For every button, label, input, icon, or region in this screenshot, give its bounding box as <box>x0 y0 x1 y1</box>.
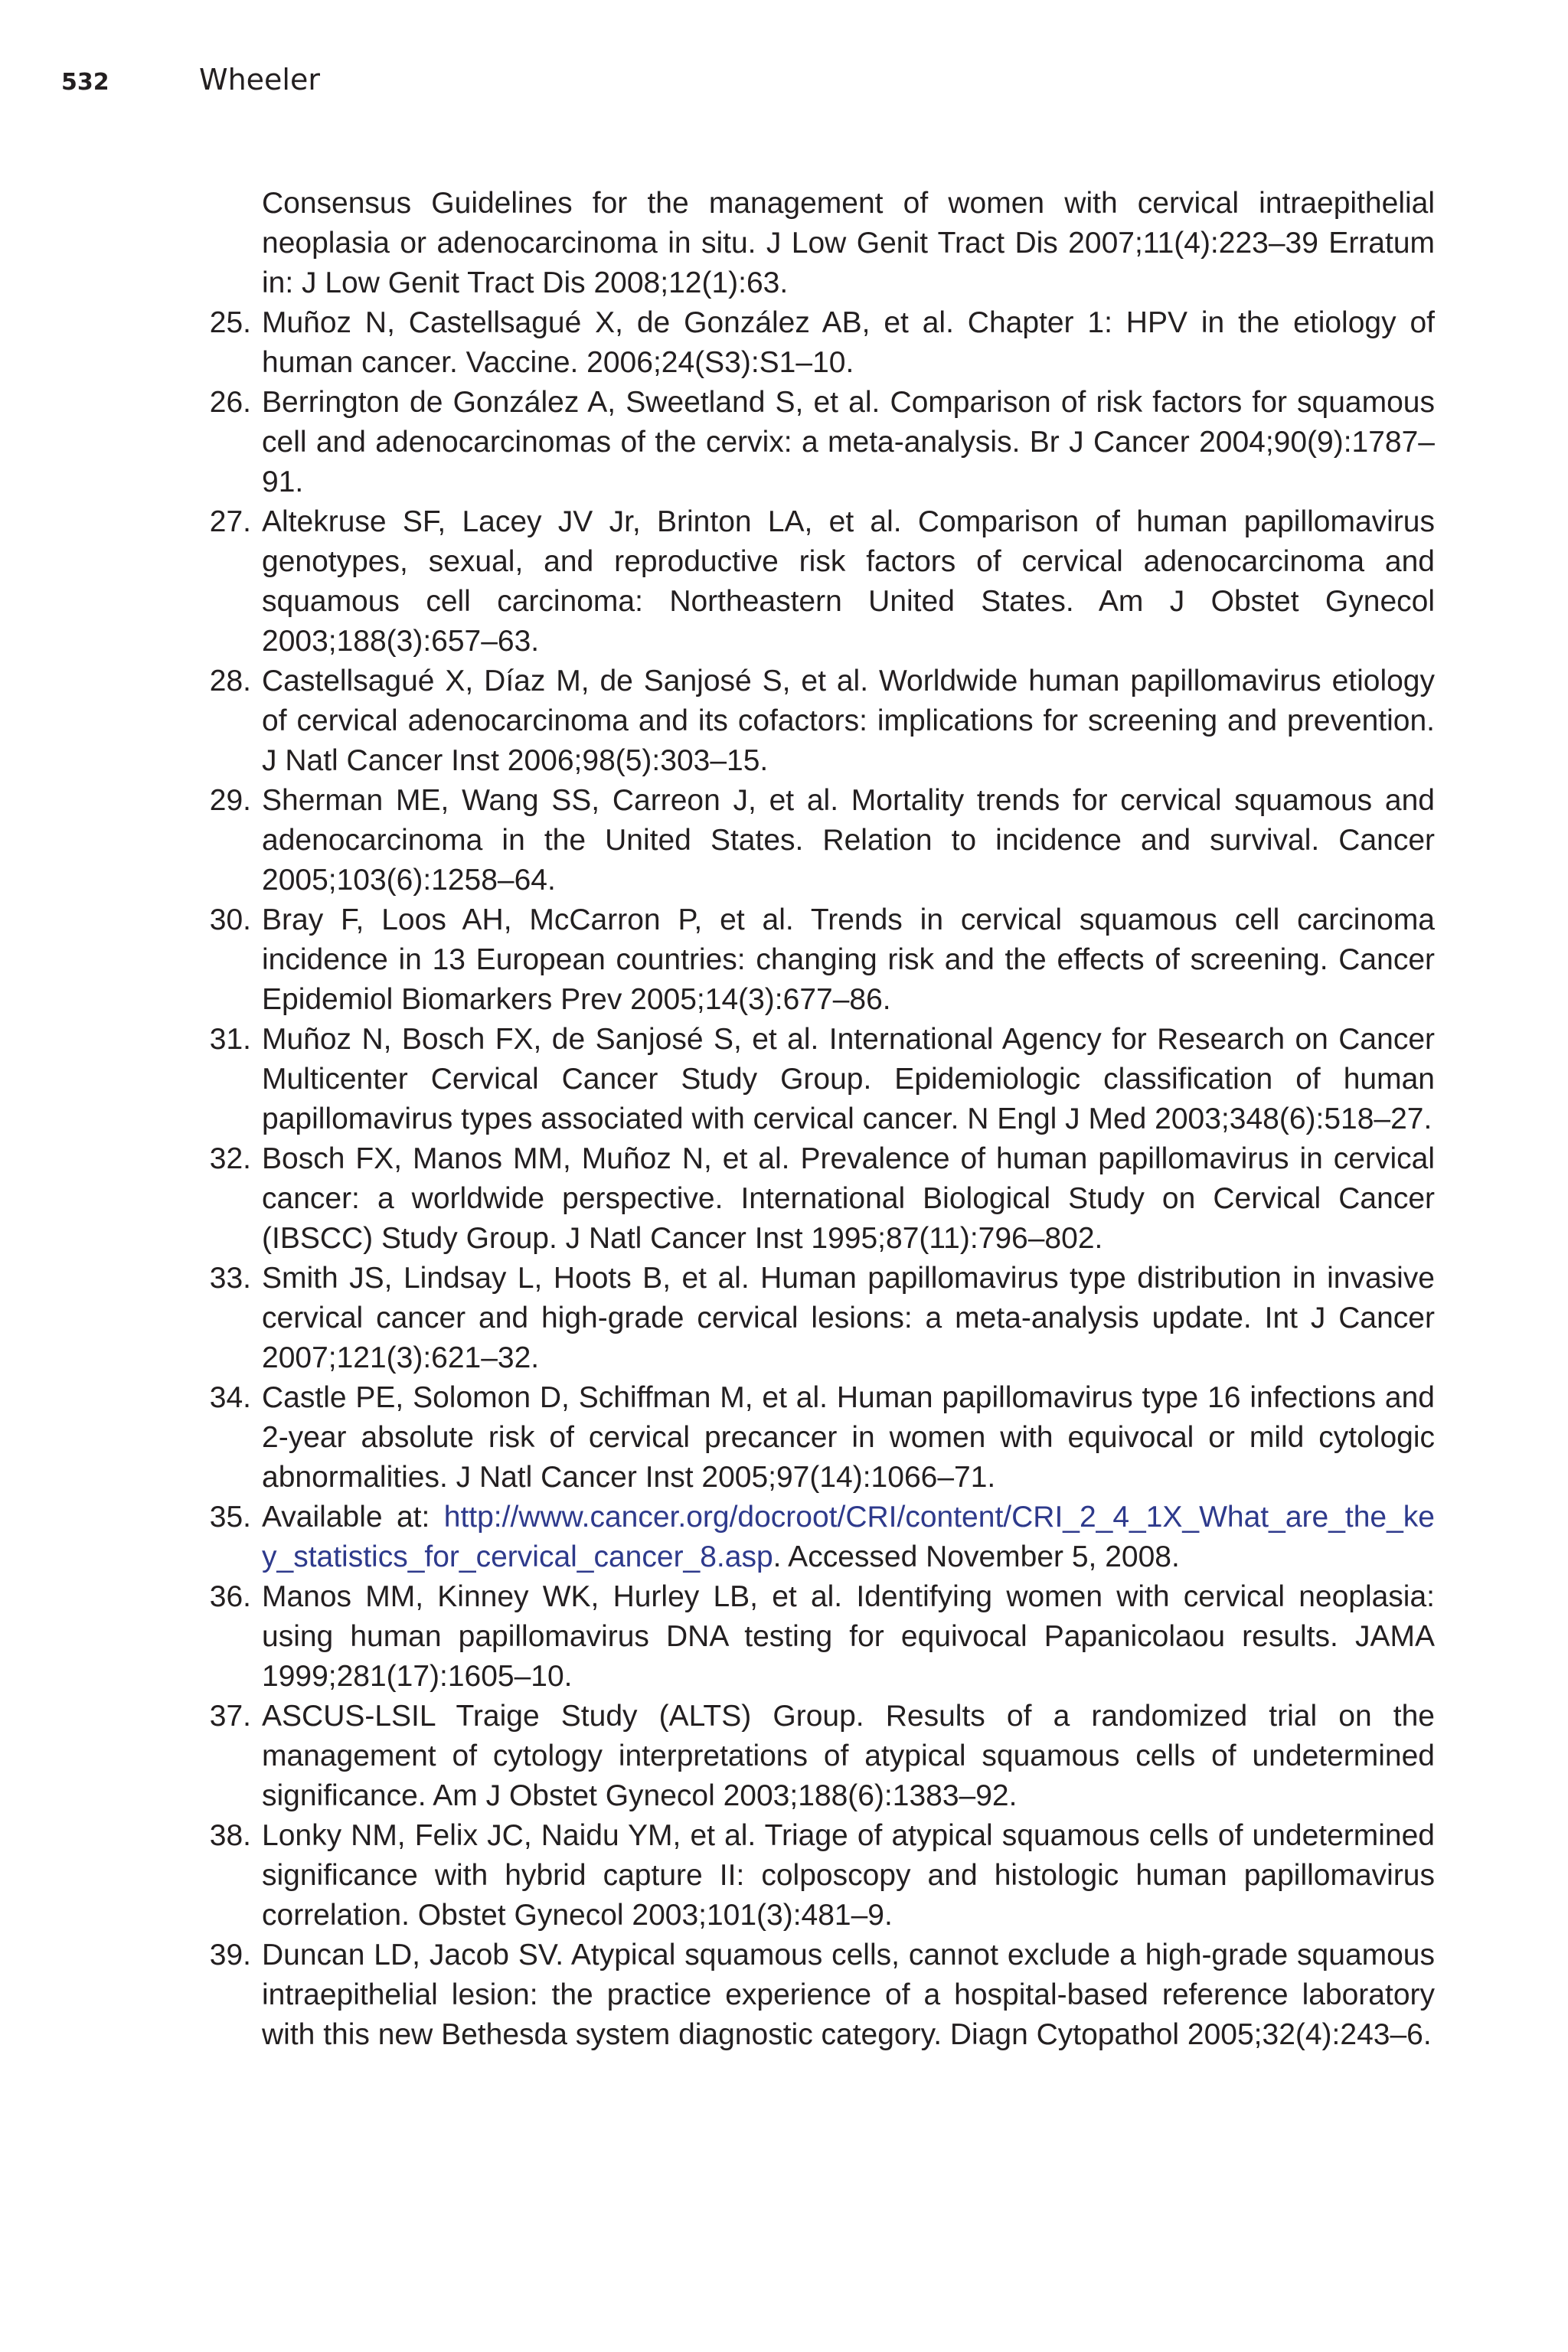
reference-text: Muñoz N, Castellsagué X, de González AB, et al. Chapter 1: HPV in the etiology of human cancer. Vaccine. 2006;24(S3):S1–10. <box>262 306 1435 379</box>
reference-text: Smith JS, Lindsay L, Hoots B, et al. Human papillomavirus type distribution in invasive cervical cancer and high-grade cervical lesions: a meta-analysis update. Int J Cancer 2007;121(3):621–32. <box>262 1262 1435 1374</box>
reference-number: 25. <box>209 306 251 339</box>
reference-item <box>201 662 1435 781</box>
reference-number: 36. <box>209 1580 251 1613</box>
reference-text: Lonky NM, Felix JC, Naidu YM, et al. Triage of atypical squamous cells of undetermined significance with hybrid capture II: colposcopy and histologic human papillomavirus correlation. Obstet Gynecol 2003;101(3):481–9. <box>262 1819 1435 1932</box>
reference-text: Manos MM, Kinney WK, Hurley LB, et al. Identifying women with cervical neoplasia: using human papillomavirus DNA testing for equivocal Papanicolaou results. JAMA 1999;281(17):1605–10. <box>262 1580 1435 1693</box>
reference-url-link[interactable]: http://www.cancer.org/docroot/CRI/content/CRI_2_4_1X_What_are_the_key_statistics_for_cervical_cancer_8.asp <box>262 1501 1435 1573</box>
reference-text: Sherman ME, Wang SS, Carreon J, et al. Mortality trends for cervical squamous and adenocarcinoma in the United States. Relation to incidence and survival. Cancer 2005;103(6):1258–64. <box>262 784 1435 897</box>
reference-continuation <box>201 184 1435 303</box>
reference-item <box>201 1816 1435 1936</box>
reference-number: 39. <box>209 1939 251 1971</box>
reference-item <box>201 303 1435 383</box>
running-head: Wheeler <box>199 63 320 96</box>
reference-item-with-link <box>201 1498 1435 1577</box>
reference-list <box>201 184 1435 2055</box>
reference-text <box>262 1501 1435 1573</box>
reference-item <box>201 1259 1435 1378</box>
reference-text: Consensus Guidelines for the management of women with cervical intraepithelial neoplasia or adenocarcinoma in situ. J Low Genit Tract Dis 2007;11(4):223–39 Erratum in: J Low Genit Tract Dis 2008;12(1):63. <box>262 187 1435 299</box>
reference-number: 32. <box>209 1142 251 1175</box>
page-header <box>61 63 320 109</box>
reference-suffix: . Accessed November 5, 2008. <box>773 1540 1180 1573</box>
reference-text: Castle PE, Solomon D, Schiffman M, et al. Human papillomavirus type 16 infections and 2-year absolute risk of cervical precancer in women with equivocal or mild cytologic abnormalities. J Natl Cancer Inst 2005;97(14):1066–71. <box>262 1381 1435 1494</box>
reference-text: Altekruse SF, Lacey JV Jr, Brinton LA, et al. Comparison of human papillomavirus genotypes, sexual, and reproductive risk factors of cervical adenocarcinoma and squamous cell carcinoma: Northeastern United States. Am J Obstet Gynecol 2003;188(3):657–63. <box>262 505 1435 658</box>
reference-number: 27. <box>209 505 251 538</box>
reference-text: Bray F, Loos AH, McCarron P, et al. Trends in cervical squamous cell carcinoma incidence in 13 European countries: changing risk and the effects of screening. Cancer Epidemiol Biomarkers Prev 2005;14(3):677–86. <box>262 903 1435 1016</box>
reference-item <box>201 502 1435 662</box>
reference-text: Berrington de González A, Sweetland S, et al. Comparison of risk factors for squamous cell and adenocarcinomas of the cervix: a meta-analysis. Br J Cancer 2004;90(9):1787–91. <box>262 386 1435 498</box>
reference-number: 37. <box>209 1700 251 1733</box>
page-number: 532 <box>61 69 109 96</box>
reference-item <box>201 781 1435 900</box>
reference-item <box>201 1936 1435 2055</box>
reference-item <box>201 1378 1435 1498</box>
reference-item <box>201 1139 1435 1259</box>
reference-prefix: Available at: <box>262 1501 444 1534</box>
reference-item <box>201 1020 1435 1139</box>
reference-number: 35. <box>209 1501 251 1534</box>
reference-number: 31. <box>209 1023 251 1056</box>
reference-text: Bosch FX, Manos MM, Muñoz N, et al. Prevalence of human papillomavirus in cervical cancer: a worldwide perspective. International Biological Study on Cervical Cancer (IBSCC) Study Group. J Natl Cancer Inst 1995;87(11):796–802. <box>262 1142 1435 1255</box>
reference-number: 38. <box>209 1819 251 1852</box>
reference-text: Duncan LD, Jacob SV. Atypical squamous cells, cannot exclude a high-grade squamous intraepithelial lesion: the practice experience of a hospital-based reference laboratory with this new Bethesda system diagnostic category. Diagn Cytopathol 2005;32(4):243–6. <box>262 1939 1435 2051</box>
reference-number: 34. <box>209 1381 251 1414</box>
reference-text: ASCUS-LSIL Traige Study (ALTS) Group. Results of a randomized trial on the management of cytology interpretations of atypical squamous cells of undetermined significance. Am J Obstet Gynecol 2003;188(6):1383–92. <box>262 1700 1435 1812</box>
reference-number: 28. <box>209 665 251 697</box>
reference-item <box>201 900 1435 1020</box>
reference-number: 26. <box>209 386 251 419</box>
reference-text: Muñoz N, Bosch FX, de Sanjosé S, et al. International Agency for Research on Cancer Multicenter Cervical Cancer Study Group. Epidemiologic classification of human papillomavirus types associated with cervical cancer. N Engl J Med 2003;348(6):518–27. <box>262 1023 1435 1135</box>
reference-number: 29. <box>209 784 251 817</box>
reference-item <box>201 1577 1435 1697</box>
reference-number: 33. <box>209 1262 251 1295</box>
reference-item <box>201 383 1435 502</box>
reference-text: Castellsagué X, Díaz M, de Sanjosé S, et al. Worldwide human papillomavirus etiology of cervical adenocarcinoma and its cofactors: implications for screening and prevention. J Natl Cancer Inst 2006;98(5):303–15. <box>262 665 1435 777</box>
reference-item <box>201 1697 1435 1816</box>
reference-number: 30. <box>209 903 251 936</box>
